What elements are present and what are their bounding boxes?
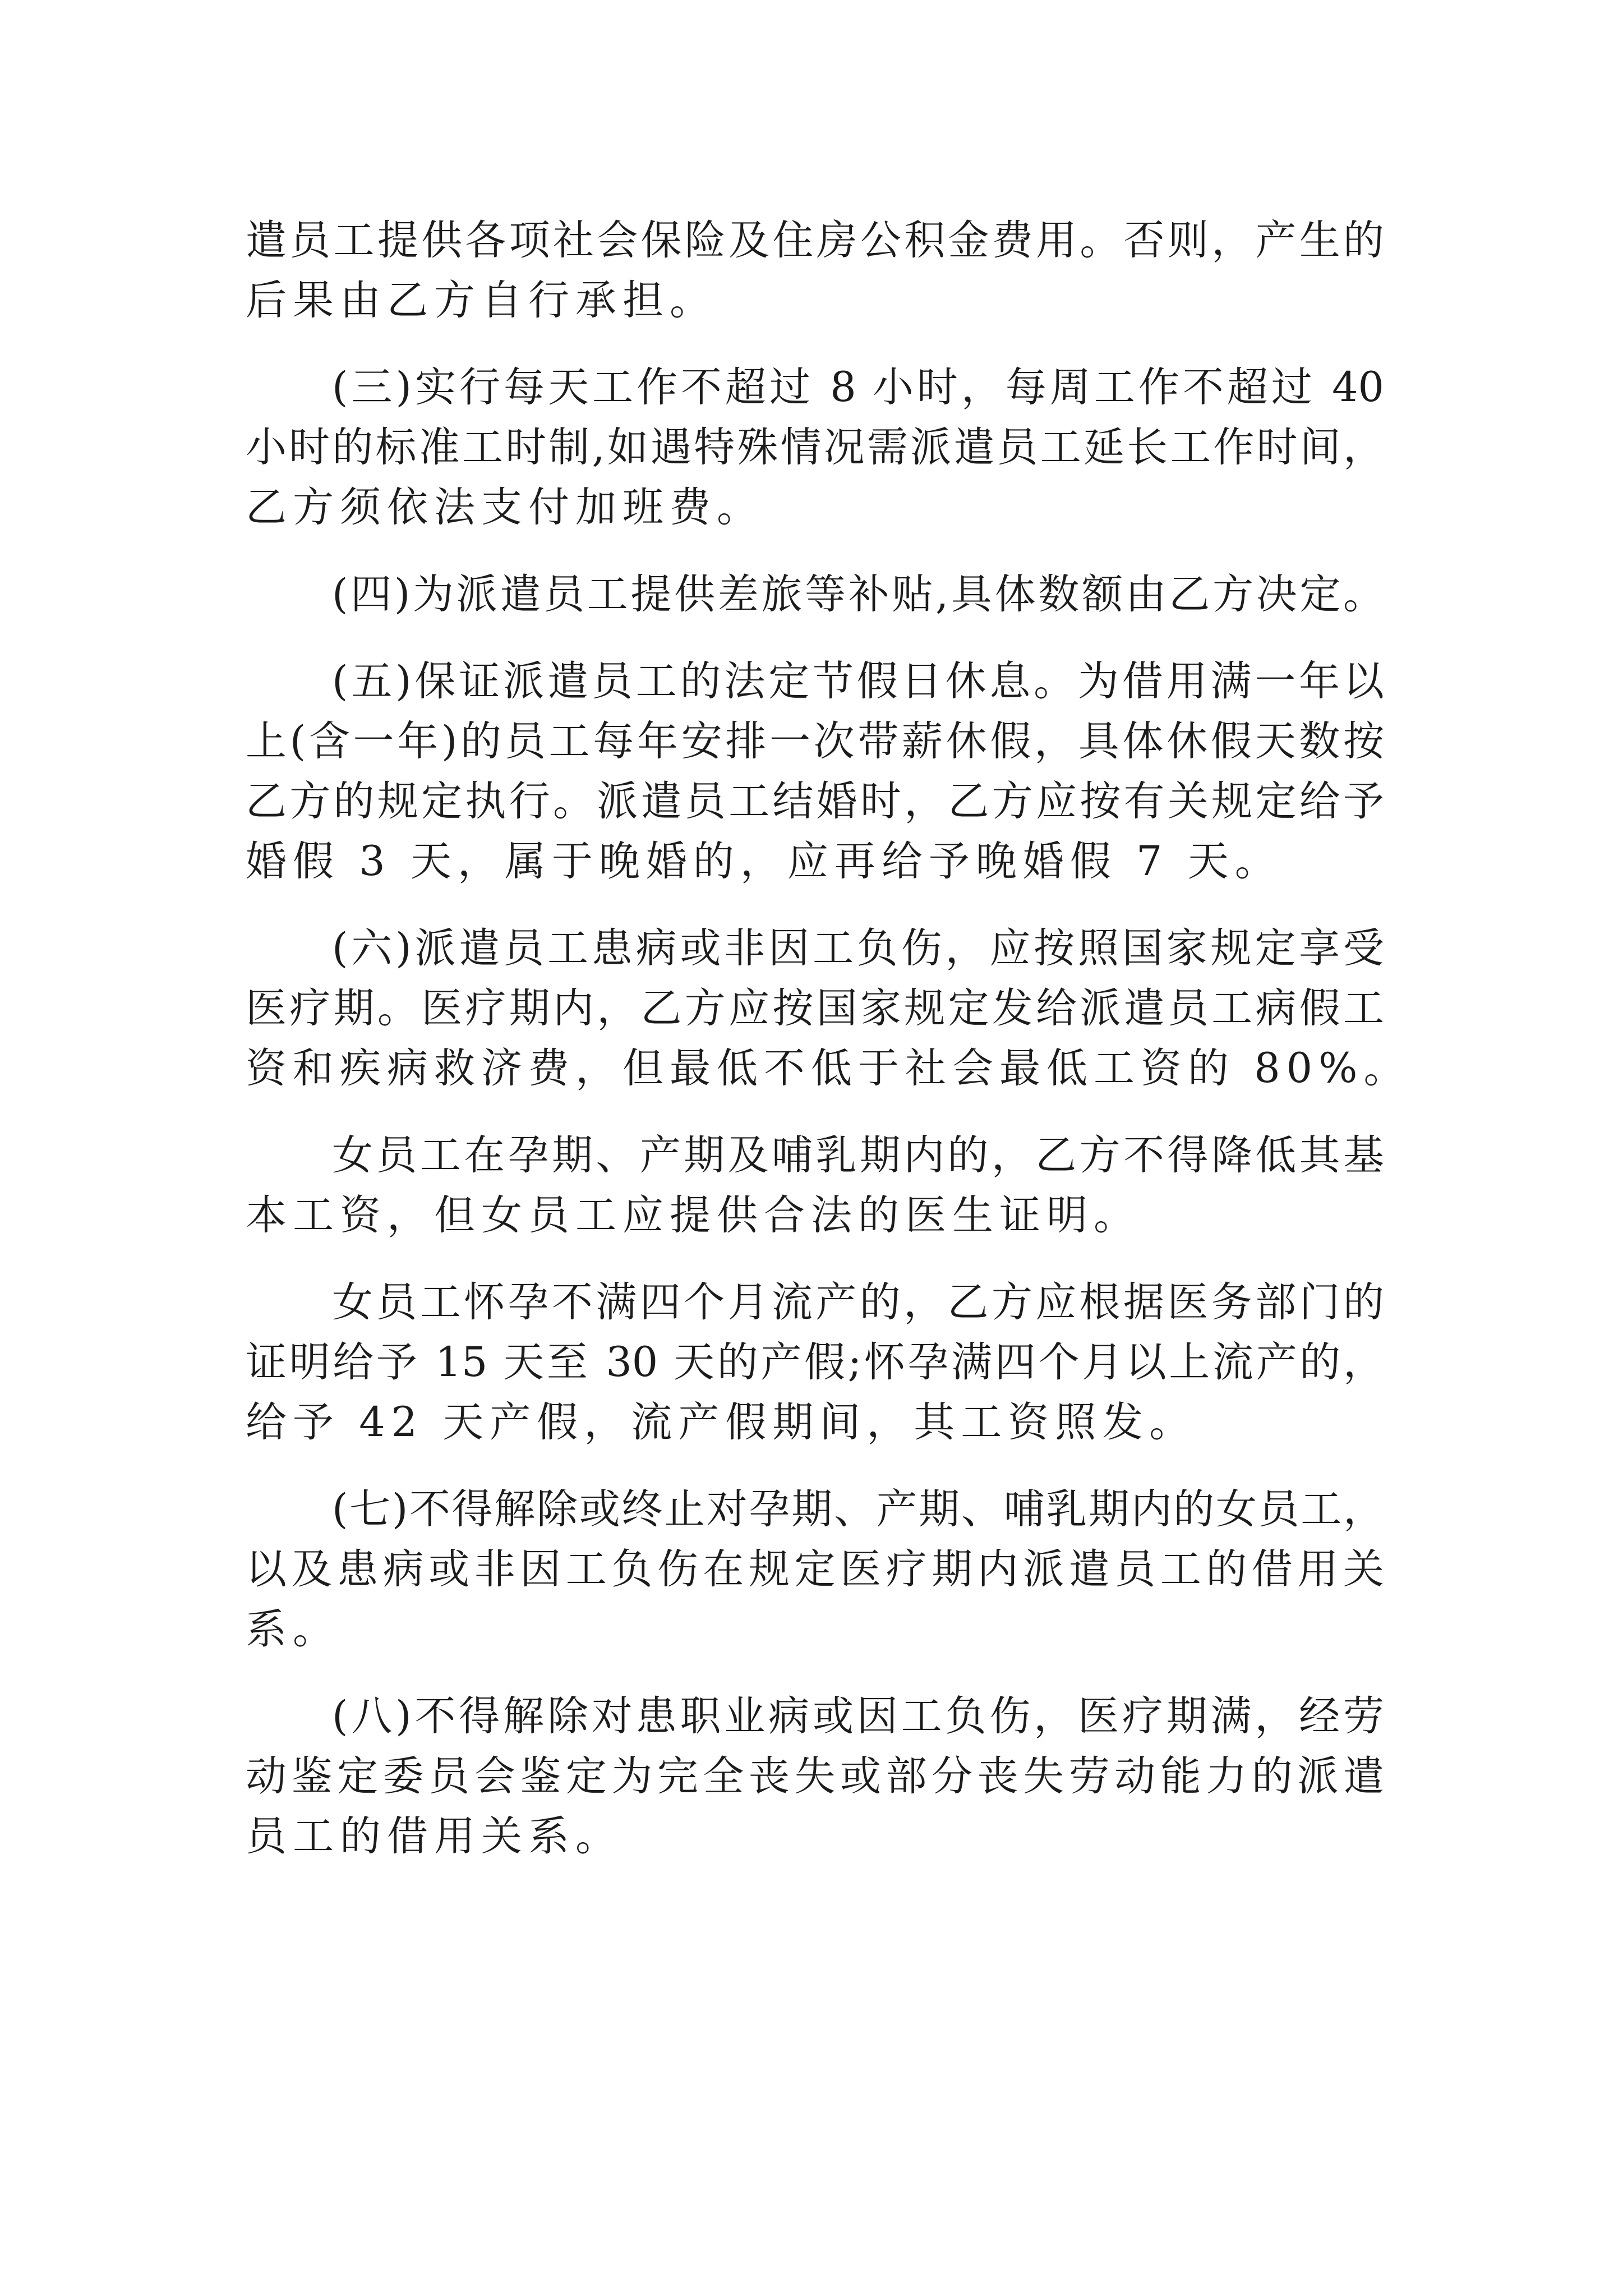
paragraph-insurance-continued [246, 210, 1384, 330]
paragraph-miscarriage-leave [246, 1272, 1384, 1452]
text-line: 系。 [246, 1605, 340, 1653]
text-line: 资和疾病救济费，但最低不低于社会最低工资的 80%。 [246, 1045, 1411, 1092]
paragraph-female-wages [246, 1125, 1384, 1245]
text-line: 后果由乙方自行承担。 [246, 277, 717, 324]
paragraph-clause-3 [246, 357, 1384, 537]
text-line: (五)保证派遣员工的法定节假日休息。为借用满一年以 [332, 657, 1384, 705]
text-line: 乙方须依法支付加班费。 [246, 484, 764, 531]
text-line: 上(含一年)的员工每年安排一次带薪休假，具体休假天数按 [246, 717, 1384, 765]
text-line: 女员工在孕期、产期及哺乳期内的，乙方不得降低其基 [332, 1131, 1384, 1179]
text-line: 本工资，但女员工应提供合法的医生证明。 [246, 1191, 1141, 1239]
text-line: (七)不得解除或终止对孕期、产期、哺乳期内的女员工， [332, 1485, 1384, 1533]
text-line: 女员工怀孕不满四个月流产的，乙方应根据医务部门的 [332, 1278, 1384, 1326]
paragraph-clause-6 [246, 918, 1411, 1098]
text-line: 婚假 3 天，属于晚婚的，应再给予晚婚假 7 天。 [246, 838, 1282, 885]
text-line: 医疗期。医疗期内，乙方应按国家规定发给派遣员工病假工 [246, 984, 1384, 1032]
text-line: 动鉴定委员会鉴定为完全丧失或部分丧失劳动能力的派遣 [246, 1752, 1384, 1800]
text-line: 遣员工提供各项社会保险及住房公积金费用。否则，产生的 [246, 217, 1384, 264]
paragraph-clause-8 [246, 1686, 1384, 1866]
paragraph-clause-7 [246, 1479, 1384, 1659]
text-line: (四)为派遣员工提供差旅等补贴,具体数额由乙方决定。 [332, 570, 1384, 618]
text-line: 员工的借用关系。 [246, 1812, 623, 1860]
text-line: 给予 42 天产假，流产假期间，其工资照发。 [246, 1398, 1197, 1446]
document-body [246, 210, 1411, 1866]
paragraph-clause-5 [246, 651, 1384, 891]
text-line: (三)实行每天工作不超过 8 小时，每周工作不超过 40 [332, 364, 1384, 411]
text-line: 小时的标准工时制,如遇特殊情况需派遣员工延长工作时间， [246, 424, 1384, 471]
text-line: 乙方的规定执行。派遣员工结婚时，乙方应按有关规定给予 [246, 777, 1384, 825]
text-line: 证明给予 15 天至 30 天的产假;怀孕满四个月以上流产的， [246, 1338, 1384, 1386]
paragraph-clause-4 [246, 564, 1384, 624]
text-line: (六)派遣员工患病或非因工负伤，应按照国家规定享受 [332, 924, 1384, 972]
text-line: 以及患病或非因工负伤在规定医疗期内派遣员工的借用关 [246, 1545, 1384, 1593]
text-line: (八)不得解除对患职业病或因工负伤，医疗期满，经劳 [332, 1692, 1384, 1740]
